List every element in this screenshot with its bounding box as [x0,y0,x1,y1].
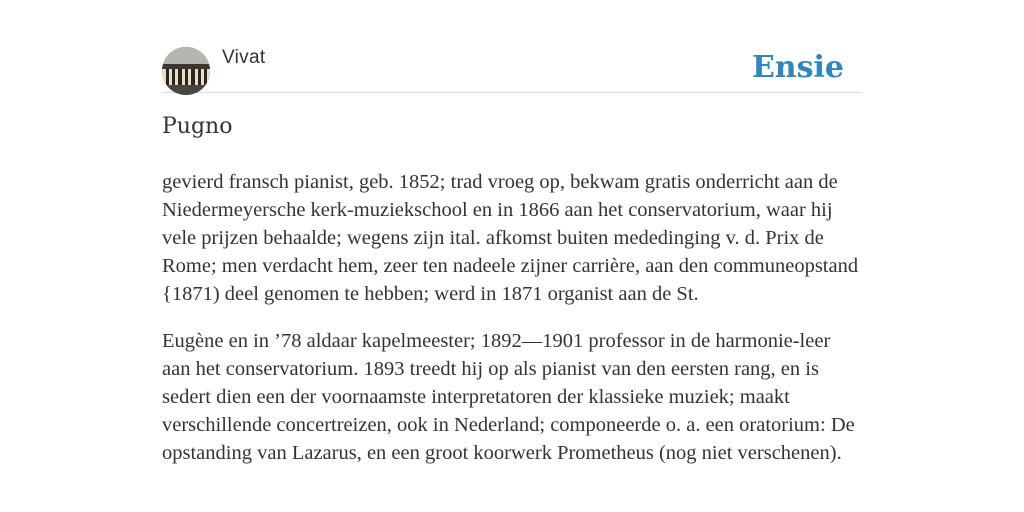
article-paragraph: Eugène en in ’78 aldaar kapelmeester; 1892—1901 professor in de harmonie-leer aan het conservatorium. 1893 treedt hij op als pianist van den eersten rang, en is sedert dien een der voornaamste interpretatoren der klassieke muziek; maakt verschillende concertreizen, ook in Nederland; componeerde o. a. een oratorium: De opstanding van Lazarus, en een groot koorwerk Prometheus (nog niet verschenen). [162,330,855,464]
avatar[interactable] [162,47,210,95]
brand-logo[interactable]: Ensie [751,50,844,85]
article-body [162,168,862,486]
page-title: Pugno [162,114,233,139]
header [162,46,862,93]
article-paragraph: gevierd fransch pianist, geb. 1852; trad vroeg op, bekwam gratis onderricht aan de Niedermeyersche kerk-muziekschool en in 1866 aan het conservatorium, waar hij vele prijzen behaalde; wegens zijn ital. afkomst buiten mededinging v. d. Prix de Rome; men verdacht hem, zeer ten nadeele zijner carrière, aan den communeopstand {1871) deel genomen te hebben; werd in 1871 organist aan de St. [162,171,859,305]
book-spines-avatar-icon [162,47,210,95]
author-name[interactable]: Vivat [222,47,266,68]
